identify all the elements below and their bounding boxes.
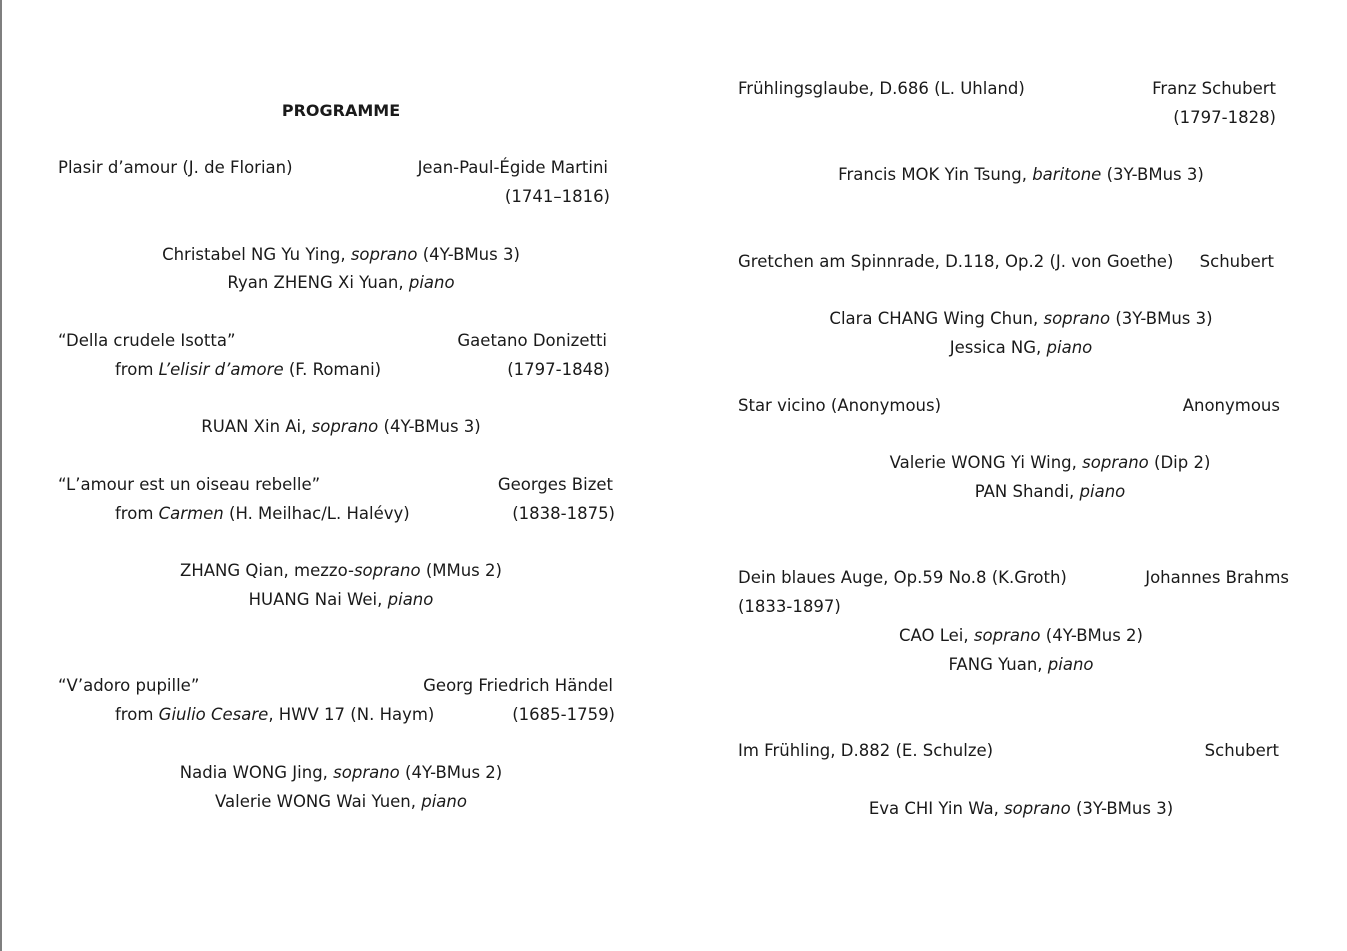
performer-line: Valerie WONG Yi Wing, soprano (Dip 2)	[889, 453, 1211, 472]
composer-dates: (1685-1759)	[512, 705, 615, 724]
piece-title: Plasir d’amour (J. de Florian)	[58, 158, 293, 177]
performer-line: Christabel NG Yu Ying, soprano (4Y-BMus 3)	[162, 245, 520, 264]
piece-composer: Georges Bizet	[497, 475, 613, 494]
piece-title: Star vicino (Anonymous)	[738, 396, 942, 415]
piece-composer: Schubert	[1199, 252, 1274, 271]
piece-title: “Della crudele Isotta”	[58, 331, 236, 350]
piece-title: Im Frühling, D.882 (E. Schulze)	[738, 741, 994, 760]
piece-title: Frühlingsglaube, D.686 (L. Uhland)	[738, 79, 1025, 98]
piece-title: Dein blaues Auge, Op.59 No.8 (K.Groth)	[738, 568, 1067, 587]
pianist-line: PAN Shandi, piano	[974, 482, 1126, 501]
composer-dates: (1833-1897)	[738, 597, 841, 616]
composer-dates: (1797-1848)	[507, 360, 610, 379]
piece-source: from Giulio Cesare, HWV 17 (N. Haym)	[115, 705, 435, 724]
piece-composer: Anonymous	[1182, 396, 1280, 415]
performer-line: ZHANG Qian, mezzo-soprano (MMus 2)	[180, 561, 502, 580]
programme-heading: PROGRAMME	[281, 101, 401, 120]
performer-line: Francis MOK Yin Tsung, baritone (3Y-BMus 3)	[838, 165, 1204, 184]
piece-title: “L’amour est un oiseau rebelle”	[58, 475, 321, 494]
piece-title: Gretchen am Spinnrade, D.118, Op.2 (J. von Goethe)	[738, 252, 1174, 271]
piece-source: from L’elisir d’amore (F. Romani)	[115, 360, 382, 379]
performer-line: CAO Lei, soprano (4Y-BMus 2)	[899, 626, 1143, 645]
piece-composer: Gaetano Donizetti	[457, 331, 607, 350]
performer-line: Nadia WONG Jing, soprano (4Y-BMus 2)	[179, 763, 503, 782]
pianist-line: HUANG Nai Wei, piano	[248, 590, 434, 609]
composer-dates: (1741–1816)	[504, 187, 610, 206]
composer-dates: (1797-1828)	[1173, 108, 1276, 127]
piece-title: “V’adoro pupille”	[58, 676, 200, 695]
piece-composer: Franz Schubert	[1152, 79, 1276, 98]
piece-composer: Schubert	[1204, 741, 1279, 760]
pianist-line: Jessica NG, piano	[949, 338, 1093, 357]
pianist-line: FANG Yuan, piano	[948, 655, 1094, 674]
pianist-line: Ryan ZHENG Xi Yuan, piano	[227, 273, 455, 292]
piece-composer: Jean-Paul-Égide Martini	[417, 158, 608, 177]
performer-line: Clara CHANG Wing Chun, soprano (3Y-BMus 3)	[829, 309, 1213, 328]
performer-line: RUAN Xin Ai, soprano (4Y-BMus 3)	[201, 417, 481, 436]
piece-composer: Johannes Brahms	[1145, 568, 1289, 587]
piece-composer: Georg Friedrich Händel	[423, 676, 613, 695]
piece-source: from Carmen (H. Meilhac/L. Halévy)	[115, 504, 410, 523]
composer-dates: (1838-1875)	[512, 504, 615, 523]
page-left-edge	[0, 0, 2, 951]
pianist-line: Valerie WONG Wai Yuen, piano	[215, 792, 467, 811]
performer-line: Eva CHI Yin Wa, soprano (3Y-BMus 3)	[868, 799, 1174, 818]
